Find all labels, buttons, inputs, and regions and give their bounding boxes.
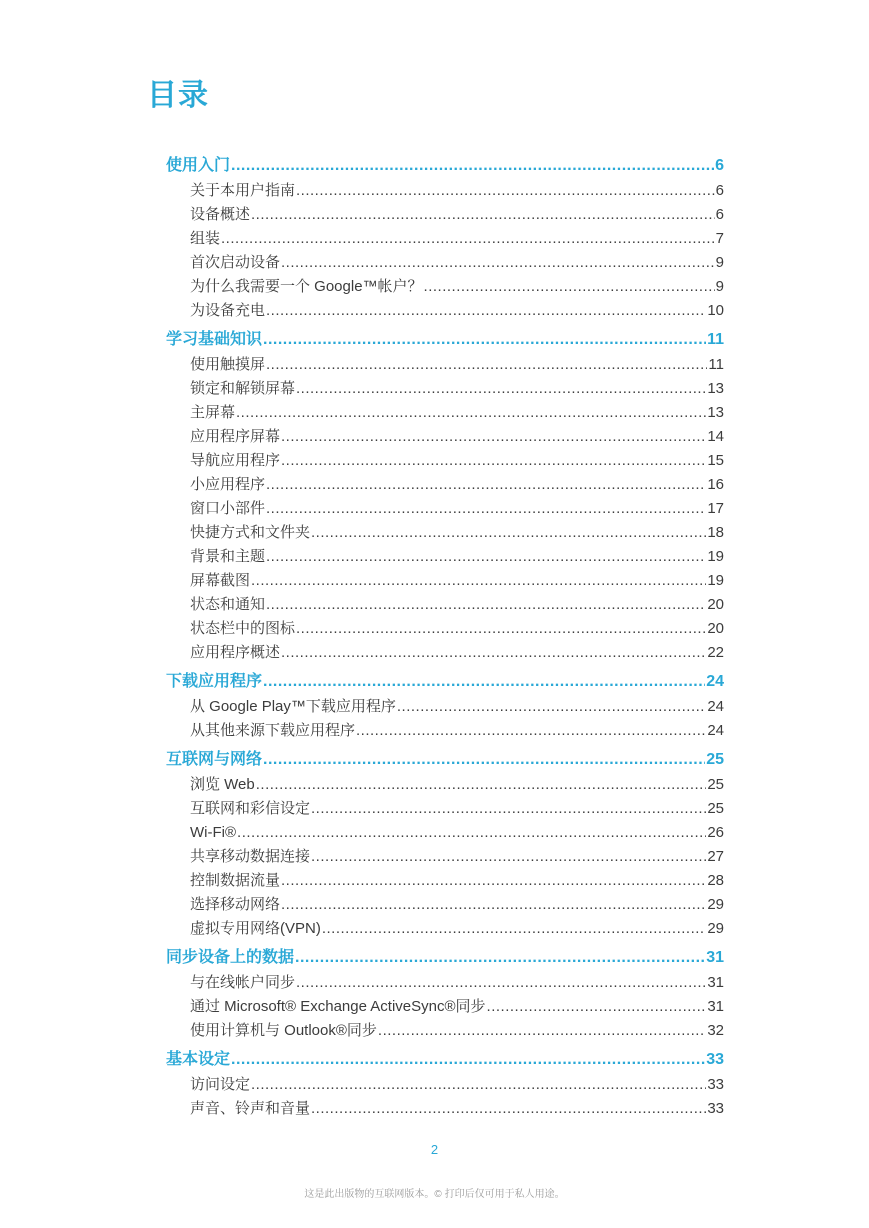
toc-section-title: 状态栏中的图标 bbox=[190, 620, 296, 637]
toc-section-row[interactable] bbox=[166, 1019, 724, 1043]
toc-section-title: 通过 Microsoft® Exchange ActiveSync®同步 bbox=[190, 998, 486, 1015]
toc-section-title: 访问设定 bbox=[190, 1076, 251, 1093]
toc-section-row[interactable] bbox=[166, 773, 724, 797]
toc-section-page: 16 bbox=[707, 476, 724, 493]
toc-chapter-row[interactable] bbox=[166, 944, 724, 971]
toc-section-row[interactable] bbox=[166, 251, 724, 275]
toc-section-page: 26 bbox=[707, 824, 724, 841]
toc-section-title: 声音、铃声和音量 bbox=[190, 1100, 311, 1117]
toc-section-title: 为设备充电 bbox=[190, 302, 266, 319]
toc-leader-dots bbox=[281, 251, 715, 275]
toc-section-page: 20 bbox=[707, 596, 724, 613]
toc-section-title: 锁定和解锁屏幕 bbox=[190, 380, 296, 397]
toc-leader-dots bbox=[311, 1097, 706, 1121]
toc-leader-dots bbox=[281, 869, 706, 893]
toc-section-title: 关于本用户指南 bbox=[190, 182, 296, 199]
toc-section-row[interactable] bbox=[166, 497, 724, 521]
toc-section-title: 使用计算机与 Outlook®同步 bbox=[190, 1022, 377, 1039]
toc-section-row[interactable] bbox=[166, 797, 724, 821]
toc-section-title: 从其他来源下载应用程序 bbox=[190, 722, 356, 739]
toc-section-row[interactable] bbox=[166, 401, 724, 425]
toc-leader-dots bbox=[296, 179, 715, 203]
toc-section-page: 17 bbox=[707, 500, 724, 517]
toc-section-page: 33 bbox=[707, 1076, 724, 1093]
toc-section-row[interactable] bbox=[166, 179, 724, 203]
toc-chapter-page: 25 bbox=[706, 751, 724, 768]
toc-leader-dots bbox=[266, 353, 707, 377]
toc-section-page: 14 bbox=[707, 428, 724, 445]
toc-section-row[interactable] bbox=[166, 593, 724, 617]
toc-leader-dots bbox=[378, 1019, 706, 1043]
toc-section-row[interactable] bbox=[166, 425, 724, 449]
toc-section-row[interactable] bbox=[166, 641, 724, 665]
toc-section-row[interactable] bbox=[166, 569, 724, 593]
toc-section-title: 虚拟专用网络(VPN) bbox=[190, 920, 321, 937]
toc-leader-dots bbox=[231, 1046, 705, 1073]
toc-section-row[interactable] bbox=[166, 869, 724, 893]
toc-leader-dots bbox=[266, 545, 706, 569]
toc-section-page: 6 bbox=[715, 182, 724, 199]
toc-chapter-row[interactable] bbox=[166, 668, 724, 695]
toc-leader-dots bbox=[296, 971, 706, 995]
toc-section-page: 18 bbox=[707, 524, 724, 541]
toc-chapter-page: 33 bbox=[706, 1051, 724, 1068]
toc-leader-dots bbox=[266, 299, 706, 323]
toc-section-page: 31 bbox=[707, 998, 724, 1015]
toc-leader-dots bbox=[236, 401, 706, 425]
toc-chapter-row[interactable] bbox=[166, 1046, 724, 1073]
toc-leader-dots bbox=[263, 668, 705, 695]
toc-section-row[interactable] bbox=[166, 695, 724, 719]
toc-leader-dots bbox=[266, 473, 706, 497]
toc-section-title: 从 Google Play™下载应用程序 bbox=[190, 698, 396, 715]
toc-section-page: 28 bbox=[707, 872, 724, 889]
toc-section-title: 应用程序概述 bbox=[190, 644, 281, 661]
toc-section-page: 7 bbox=[715, 230, 724, 247]
toc-section-page: 9 bbox=[715, 254, 724, 271]
toc-section-title: 使用触摸屏 bbox=[190, 356, 266, 373]
toc-section-title: 小应用程序 bbox=[190, 476, 266, 493]
page-number: 2 bbox=[430, 1142, 439, 1157]
toc-section-page: 31 bbox=[707, 974, 724, 991]
toc-chapter-title: 互联网与网络 bbox=[166, 751, 263, 768]
toc-section-title: 窗口小部件 bbox=[190, 500, 266, 517]
toc-section-row[interactable] bbox=[166, 719, 724, 743]
toc-section-title: 互联网和彩信设定 bbox=[190, 800, 311, 817]
toc-leader-dots bbox=[424, 275, 715, 299]
toc-section-page: 22 bbox=[707, 644, 724, 661]
toc-chapter-page: 31 bbox=[706, 949, 724, 966]
toc-section-page: 19 bbox=[707, 548, 724, 565]
toc-leader-dots bbox=[231, 152, 714, 179]
toc-section-row[interactable] bbox=[166, 995, 724, 1019]
toc-leader-dots bbox=[296, 617, 706, 641]
toc-leader-dots bbox=[296, 377, 706, 401]
toc-leader-dots bbox=[397, 695, 706, 719]
toc-section-page: 29 bbox=[707, 920, 724, 937]
toc-chapter-page: 24 bbox=[706, 673, 724, 690]
toc-section-page: 13 bbox=[707, 404, 724, 421]
toc-section-row[interactable] bbox=[166, 299, 724, 323]
toc-section-page: 29 bbox=[707, 896, 724, 913]
toc-section-page: 15 bbox=[707, 452, 724, 469]
toc-section-title: 为什么我需要一个 Google™帐户？ bbox=[190, 278, 423, 295]
toc-chapter-page: 6 bbox=[715, 157, 724, 174]
toc-section-title: 快捷方式和文件夹 bbox=[190, 524, 311, 541]
toc-section-page: 25 bbox=[707, 776, 724, 793]
toc-chapter-title: 同步设备上的数据 bbox=[166, 949, 295, 966]
toc-section-title: 浏览 Web bbox=[190, 776, 255, 793]
toc-leader-dots bbox=[281, 449, 706, 473]
toc-section-page: 10 bbox=[707, 302, 724, 319]
toc-section-title: 首次启动设备 bbox=[190, 254, 281, 271]
toc-section-title: 应用程序屏幕 bbox=[190, 428, 281, 445]
toc-chapter-title: 下载应用程序 bbox=[166, 673, 263, 690]
table-of-contents bbox=[166, 152, 724, 1121]
toc-leader-dots bbox=[221, 227, 715, 251]
toc-chapter-title: 基本设定 bbox=[166, 1051, 231, 1068]
toc-leader-dots bbox=[263, 326, 706, 353]
page-title: 目录 bbox=[147, 79, 209, 112]
toc-section-page: 19 bbox=[707, 572, 724, 589]
toc-section-title: 状态和通知 bbox=[190, 596, 266, 613]
toc-leader-dots bbox=[311, 521, 706, 545]
toc-leader-dots bbox=[322, 917, 706, 941]
toc-section-title: 设备概述 bbox=[190, 206, 251, 223]
toc-section-row[interactable] bbox=[166, 893, 724, 917]
toc-leader-dots bbox=[263, 746, 705, 773]
toc-section-title: 控制数据流量 bbox=[190, 872, 281, 889]
toc-section-row[interactable] bbox=[166, 971, 724, 995]
toc-leader-dots bbox=[251, 203, 715, 227]
toc-section-page: 27 bbox=[707, 848, 724, 865]
toc-leader-dots bbox=[237, 821, 706, 845]
toc-chapter-title: 使用入门 bbox=[166, 157, 231, 174]
toc-chapter-row[interactable] bbox=[166, 746, 724, 773]
toc-leader-dots bbox=[266, 497, 706, 521]
toc-chapter-page: 11 bbox=[707, 331, 724, 348]
toc-leader-dots bbox=[356, 719, 706, 743]
toc-section-row[interactable] bbox=[166, 617, 724, 641]
toc-leader-dots bbox=[281, 641, 706, 665]
toc-section-page: 13 bbox=[707, 380, 724, 397]
toc-section-row[interactable] bbox=[166, 917, 724, 941]
toc-section-page: 24 bbox=[707, 698, 724, 715]
toc-chapter-title: 学习基础知识 bbox=[166, 331, 263, 348]
toc-leader-dots bbox=[251, 1073, 706, 1097]
toc-section-row[interactable] bbox=[166, 275, 724, 299]
toc-section-title: 与在线帐户同步 bbox=[190, 974, 296, 991]
toc-section-page: 6 bbox=[715, 206, 724, 223]
toc-section-row[interactable] bbox=[166, 1073, 724, 1097]
toc-section-row[interactable] bbox=[166, 353, 724, 377]
toc-leader-dots bbox=[487, 995, 707, 1019]
toc-section-title: 主屏幕 bbox=[190, 404, 236, 421]
toc-leader-dots bbox=[311, 845, 706, 869]
toc-section-row[interactable] bbox=[166, 473, 724, 497]
toc-section-row[interactable] bbox=[166, 377, 724, 401]
toc-leader-dots bbox=[266, 593, 706, 617]
toc-section-title: 屏幕截图 bbox=[190, 572, 251, 589]
toc-chapter-row[interactable] bbox=[166, 326, 724, 353]
toc-section-row[interactable] bbox=[166, 227, 724, 251]
toc-leader-dots bbox=[311, 797, 706, 821]
toc-section-row[interactable] bbox=[166, 545, 724, 569]
toc-section-title: 组装 bbox=[190, 230, 221, 247]
toc-section-page: 11 bbox=[708, 356, 724, 373]
footer-note: 这是此出版物的互联网版本。© 打印后仅可用于私人用途。 bbox=[304, 1189, 565, 1200]
toc-section-page: 24 bbox=[707, 722, 724, 739]
toc-section-page: 9 bbox=[715, 278, 724, 295]
toc-section-page: 25 bbox=[707, 800, 724, 817]
toc-section-page: 20 bbox=[707, 620, 724, 637]
toc-leader-dots bbox=[295, 944, 705, 971]
toc-leader-dots bbox=[281, 893, 706, 917]
toc-section-row[interactable] bbox=[166, 821, 724, 845]
toc-section-title: 选择移动网络 bbox=[190, 896, 281, 913]
toc-section-row[interactable] bbox=[166, 845, 724, 869]
toc-section-row[interactable] bbox=[166, 1097, 724, 1121]
toc-section-row[interactable] bbox=[166, 203, 724, 227]
toc-section-title: 共享移动数据连接 bbox=[190, 848, 311, 865]
toc-section-row[interactable] bbox=[166, 449, 724, 473]
toc-section-title: Wi-Fi® bbox=[190, 824, 237, 841]
toc-leader-dots bbox=[256, 773, 707, 797]
toc-section-title: 背景和主题 bbox=[190, 548, 266, 565]
toc-section-title: 导航应用程序 bbox=[190, 452, 281, 469]
toc-leader-dots bbox=[281, 425, 706, 449]
toc-section-row[interactable] bbox=[166, 521, 724, 545]
toc-section-page: 33 bbox=[707, 1100, 724, 1117]
toc-chapter-row[interactable] bbox=[166, 152, 724, 179]
toc-section-page: 32 bbox=[707, 1022, 724, 1039]
toc-leader-dots bbox=[251, 569, 706, 593]
